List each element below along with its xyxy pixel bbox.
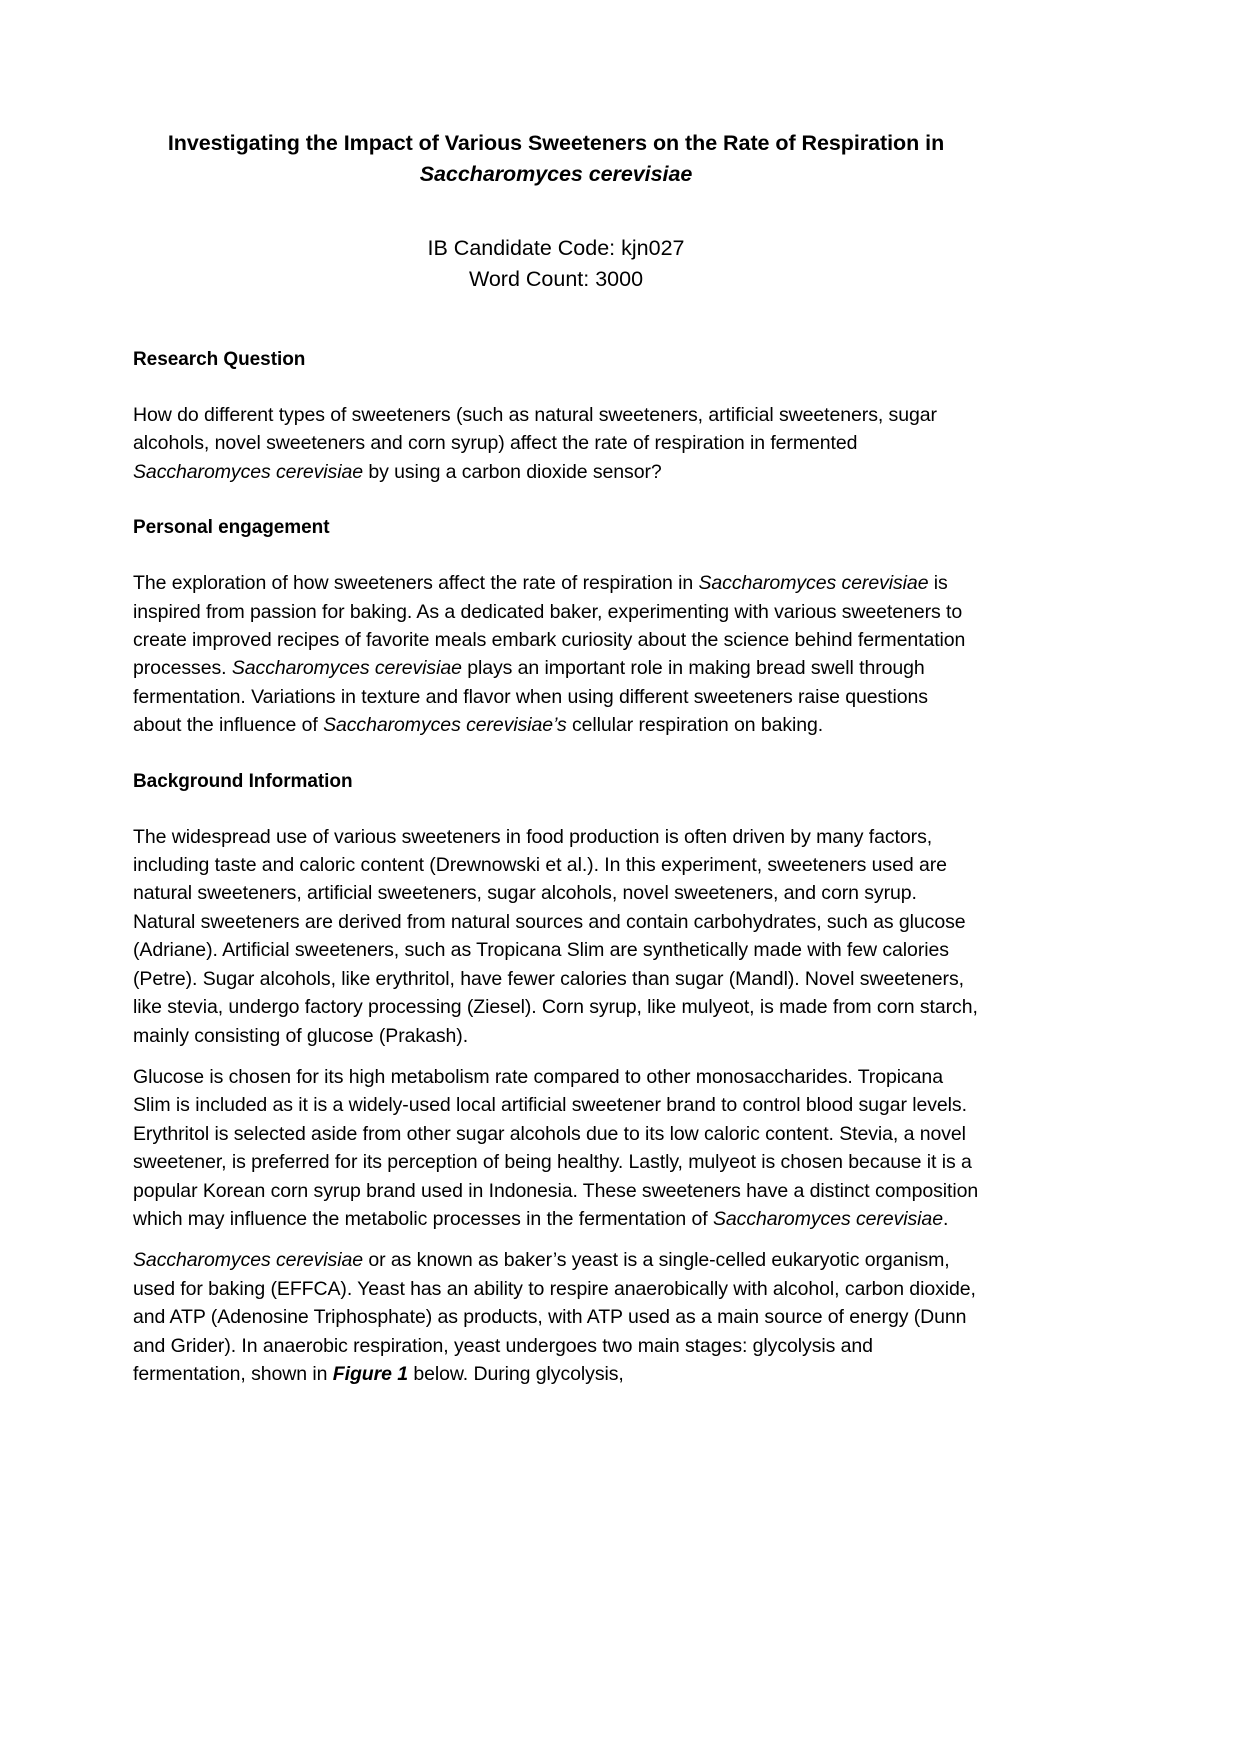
text-run: by using a carbon dioxide sensor? xyxy=(363,460,662,483)
italic-species-name: Saccharomyces cerevisiae’s xyxy=(323,714,567,737)
text-run: plays an important role in making bread swell through fermentation. Variations in texture and flavor when using different sweeteners raise questions about the influence of xyxy=(133,657,928,737)
text-run: below. During glycolysis, xyxy=(408,1362,624,1385)
text-run: is inspired from passion for baking. As a dedicated baker, experimenting with various sweeteners to create improved recipes of favorite meals embark curiosity about the science behind fermentation processes. xyxy=(133,572,966,680)
spacer xyxy=(133,1050,979,1063)
text-run: The exploration of how sweeteners affect the rate of respiration in xyxy=(133,572,699,595)
spacer xyxy=(133,295,979,346)
figure-reference: Figure 1 xyxy=(332,1362,408,1385)
spacer xyxy=(133,374,979,401)
paragraph-background-1 xyxy=(133,823,979,1050)
paragraph-research-question xyxy=(133,401,979,486)
spacer xyxy=(133,486,979,514)
heading-personal-engagement: Personal engagement xyxy=(133,517,330,539)
spacer xyxy=(133,740,979,768)
document-metadata xyxy=(133,190,979,295)
italic-species-name: Saccharomyces cerevisiae xyxy=(133,460,364,483)
word-count: Word Count: 3000 xyxy=(468,267,644,291)
text-run: . xyxy=(942,1207,949,1230)
page-title xyxy=(133,128,979,190)
spacer xyxy=(133,542,979,569)
text-run: or as known as baker’s yeast is a single-celled eukaryotic organism, used for baking (EFFCA). Yeast has an ability to respire anaerobically with alcohol, carbon dioxide, and ATP (Adenosine Triphosphate) as products, with ATP used as a main source of energy (Dunn and Grider). In anaerobic respiration, yeast undergoes two main stages: glycolysis and fermentation, shown in xyxy=(133,1249,976,1385)
heading-background-information: Background Information xyxy=(133,770,353,792)
page-title-line-2: Saccharomyces cerevisiae xyxy=(419,162,693,186)
italic-species-name: Saccharomyces cerevisiae xyxy=(698,572,929,595)
italic-species-name: Saccharomyces cerevisiae xyxy=(231,657,462,680)
paragraph-background-3 xyxy=(133,1246,979,1388)
italic-species-name: Saccharomyces cerevisiae xyxy=(712,1207,943,1230)
text-run: cellular respiration on baking. xyxy=(566,714,824,737)
page-title-line-1: Investigating the Impact of Various Sweeteners on the Rate of Respiration in xyxy=(167,131,945,155)
spacer xyxy=(133,1233,979,1246)
document-content xyxy=(133,128,979,1388)
text-run: The widespread use of various sweeteners in food production is often driven by many factors, including taste and caloric content (Drewnowski et al.). In this experiment, sweeteners used are natural sweeteners, artificial sweeteners, sugar alcohols, novel sweeteners, and corn syrup. Natural sweeteners are derived from natural sources and contain carbohydrates, such as glucose (Adriane). Artificial sweeteners, such as Tropicana Slim are synthetically made with few calories (Petre). Sugar alcohols, like erythritol, have fewer calories than sugar (Mandl). Novel sweeteners, like stevia, undergo factory processing (Ziesel). Corn syrup, like mulyeot, is made from corn starch, mainly consisting of glucose (Prakash). xyxy=(133,825,978,1047)
paragraph-personal-engagement xyxy=(133,569,979,739)
spacer xyxy=(133,796,979,823)
text-run: How do different types of sweeteners (such as natural sweeteners, artificial sweeteners, sugar alcohols, novel sweeteners and corn syrup) affect the rate of respiration in fermented xyxy=(133,404,937,455)
heading-research-question: Research Question xyxy=(133,349,306,370)
italic-species-name: Saccharomyces cerevisiae xyxy=(133,1249,364,1272)
text-run: Glucose is chosen for its high metabolism rate compared to other monosaccharides. Tropicana Slim is included as it is a widely-used local artificial sweetener brand to control blood sugar levels. Erythritol is selected aside from other sugar alcohols due to its low caloric content. Stevia, a novel sweetener, is preferred for its perception of being healthy. Lastly, mulyeot is chosen because it is a popular Korean corn syrup brand used in Indonesia. These sweeteners have a distinct composition which may influence the metabolic processes in the fermentation of xyxy=(133,1065,979,1230)
candidate-code: IB Candidate Code: kjn027 xyxy=(427,236,685,260)
paragraph-background-2 xyxy=(133,1063,979,1233)
